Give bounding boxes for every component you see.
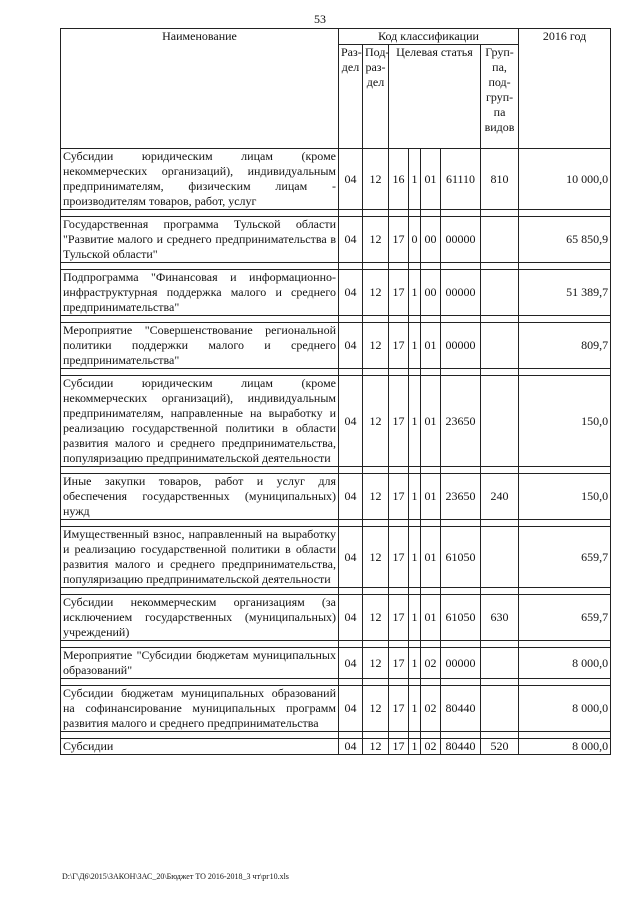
spacer-cell — [409, 210, 421, 217]
section-code: 04 — [339, 686, 363, 732]
section-code: 04 — [339, 376, 363, 467]
subsection-code: 12 — [363, 686, 389, 732]
amount-2016: 8 000,0 — [519, 648, 611, 679]
section-code: 04 — [339, 474, 363, 520]
row-spacer — [61, 369, 611, 376]
spacer-cell — [389, 732, 409, 739]
amount-2016: 8 000,0 — [519, 739, 611, 755]
spacer-cell — [409, 732, 421, 739]
spacer-cell — [441, 316, 481, 323]
program-code: 17 — [389, 376, 409, 467]
spacer-cell — [61, 679, 339, 686]
spacer-cell — [61, 369, 339, 376]
spacer-cell — [421, 263, 441, 270]
spacer-cell — [421, 732, 441, 739]
direction-code: 61050 — [441, 595, 481, 641]
program-code: 17 — [389, 686, 409, 732]
spacer-cell — [363, 369, 389, 376]
row-spacer — [61, 263, 611, 270]
item-name: Имущественный взнос, направленный на выработку и реализацию государственной политики в области развития малого и среднего предпринимательства, популяризацию предпринимательской деятельности — [61, 527, 339, 588]
spacer-cell — [339, 316, 363, 323]
spacer-cell — [61, 263, 339, 270]
subsection-code: 12 — [363, 149, 389, 210]
spacer-cell — [409, 467, 421, 474]
header-name: Наименование — [61, 29, 339, 149]
spacer-cell — [61, 732, 339, 739]
spacer-cell — [519, 210, 611, 217]
spacer-cell — [409, 316, 421, 323]
expense-type-code — [481, 376, 519, 467]
spacer-cell — [409, 641, 421, 648]
spacer-cell — [421, 641, 441, 648]
spacer-cell — [519, 588, 611, 595]
direction-code: 00000 — [441, 217, 481, 263]
amount-2016: 659,7 — [519, 527, 611, 588]
spacer-cell — [441, 520, 481, 527]
spacer-cell — [519, 732, 611, 739]
spacer-cell — [481, 732, 519, 739]
program-code: 17 — [389, 648, 409, 679]
expense-type-code — [481, 270, 519, 316]
spacer-cell — [339, 520, 363, 527]
subsection-code: 12 — [363, 739, 389, 755]
direction-code: 61050 — [441, 527, 481, 588]
direction-code: 23650 — [441, 474, 481, 520]
spacer-cell — [421, 369, 441, 376]
expense-type-code — [481, 648, 519, 679]
spacer-cell — [389, 210, 409, 217]
table-row — [61, 474, 611, 520]
item-name: Подпрограмма "Финансовая и информационно-инфраструктурная поддержка малого и среднего предпринимательства" — [61, 270, 339, 316]
spacer-cell — [421, 588, 441, 595]
program-code: 17 — [389, 595, 409, 641]
spacer-cell — [441, 588, 481, 595]
row-spacer — [61, 679, 611, 686]
direction-code: 00000 — [441, 270, 481, 316]
spacer-cell — [389, 520, 409, 527]
spacer-cell — [389, 316, 409, 323]
header-subsection: Под-раз-дел — [363, 45, 389, 149]
direction-code: 80440 — [441, 686, 481, 732]
direction-code: 61110 — [441, 149, 481, 210]
page-number: 53 — [314, 12, 326, 26]
spacer-cell — [61, 316, 339, 323]
item-name: Субсидии некоммерческим организациям (за исключением государственных (муниципальных) учреждений) — [61, 595, 339, 641]
spacer-cell — [441, 263, 481, 270]
header-section: Раз-дел — [339, 45, 363, 149]
spacer-cell — [421, 520, 441, 527]
spacer-cell — [363, 520, 389, 527]
table-body — [61, 149, 611, 755]
spacer-cell — [481, 679, 519, 686]
program-code: 17 — [389, 527, 409, 588]
row-spacer — [61, 520, 611, 527]
expense-type-code: 630 — [481, 595, 519, 641]
program-code: 17 — [389, 270, 409, 316]
table-row — [61, 270, 611, 316]
program-code: 16 — [389, 149, 409, 210]
spacer-cell — [409, 588, 421, 595]
file-path-footer: D:\Г\Д6\2015\ЗАКОН\ЗАС_20\Бюджет ТО 2016-2018_3 чт\рг10.xls — [62, 872, 289, 881]
spacer-cell — [339, 588, 363, 595]
spacer-cell — [519, 467, 611, 474]
measure-code: 00 — [421, 270, 441, 316]
spacer-cell — [441, 467, 481, 474]
table-row — [61, 217, 611, 263]
header-year: 2016 год — [519, 29, 611, 149]
section-code: 04 — [339, 149, 363, 210]
spacer-cell — [389, 641, 409, 648]
subprogram-code: 1 — [409, 149, 421, 210]
table-row — [61, 595, 611, 641]
spacer-cell — [409, 369, 421, 376]
subsection-code: 12 — [363, 217, 389, 263]
section-code: 04 — [339, 648, 363, 679]
budget-table — [60, 28, 611, 755]
item-name: Мероприятие "Субсидии бюджетам муниципальных образований" — [61, 648, 339, 679]
amount-2016: 659,7 — [519, 595, 611, 641]
spacer-cell — [481, 641, 519, 648]
expense-type-code — [481, 217, 519, 263]
direction-code: 00000 — [441, 648, 481, 679]
subsection-code: 12 — [363, 648, 389, 679]
subprogram-code: 1 — [409, 474, 421, 520]
spacer-cell — [61, 588, 339, 595]
amount-2016: 8 000,0 — [519, 686, 611, 732]
spacer-cell — [481, 588, 519, 595]
spacer-cell — [409, 263, 421, 270]
spacer-cell — [519, 641, 611, 648]
amount-2016: 10 000,0 — [519, 149, 611, 210]
spacer-cell — [339, 679, 363, 686]
item-name: Субсидии бюджетам муниципальных образований на софинансирование муниципальных программ развития малого и среднего предпринимательства — [61, 686, 339, 732]
amount-2016: 150,0 — [519, 474, 611, 520]
section-code: 04 — [339, 739, 363, 755]
header-classification: Код классификации — [339, 29, 519, 45]
expense-type-code — [481, 323, 519, 369]
spacer-cell — [389, 679, 409, 686]
amount-2016: 150,0 — [519, 376, 611, 467]
spacer-cell — [519, 679, 611, 686]
measure-code: 02 — [421, 686, 441, 732]
spacer-cell — [61, 467, 339, 474]
table-row — [61, 149, 611, 210]
row-spacer — [61, 210, 611, 217]
table-row — [61, 739, 611, 755]
spacer-cell — [481, 369, 519, 376]
subprogram-code: 1 — [409, 527, 421, 588]
item-name: Субсидии юридическим лицам (кроме некоммерческих организаций), индивидуальным предпринимателям, физическим лицам - производителям товаров, работ, услуг — [61, 149, 339, 210]
spacer-cell — [519, 520, 611, 527]
header-target-article: Целевая статья — [389, 45, 481, 149]
row-spacer — [61, 467, 611, 474]
subprogram-code: 1 — [409, 270, 421, 316]
subprogram-code: 1 — [409, 323, 421, 369]
spacer-cell — [389, 588, 409, 595]
spacer-cell — [441, 210, 481, 217]
subprogram-code: 1 — [409, 595, 421, 641]
spacer-cell — [519, 369, 611, 376]
table-row — [61, 323, 611, 369]
spacer-cell — [481, 316, 519, 323]
measure-code: 02 — [421, 648, 441, 679]
spacer-cell — [363, 210, 389, 217]
subsection-code: 12 — [363, 595, 389, 641]
direction-code: 80440 — [441, 739, 481, 755]
table-row — [61, 527, 611, 588]
spacer-cell — [339, 732, 363, 739]
expense-type-code: 810 — [481, 149, 519, 210]
measure-code: 01 — [421, 149, 441, 210]
spacer-cell — [339, 467, 363, 474]
program-code: 17 — [389, 217, 409, 263]
subprogram-code: 1 — [409, 739, 421, 755]
row-spacer — [61, 316, 611, 323]
spacer-cell — [441, 679, 481, 686]
measure-code: 01 — [421, 527, 441, 588]
spacer-cell — [421, 210, 441, 217]
section-code: 04 — [339, 595, 363, 641]
expense-type-code — [481, 686, 519, 732]
section-code: 04 — [339, 217, 363, 263]
measure-code: 01 — [421, 474, 441, 520]
spacer-cell — [363, 641, 389, 648]
spacer-cell — [481, 520, 519, 527]
spacer-cell — [363, 732, 389, 739]
spacer-cell — [409, 679, 421, 686]
spacer-cell — [363, 263, 389, 270]
spacer-cell — [481, 210, 519, 217]
spacer-cell — [339, 369, 363, 376]
spacer-cell — [363, 588, 389, 595]
spacer-cell — [441, 641, 481, 648]
measure-code: 01 — [421, 323, 441, 369]
program-code: 17 — [389, 739, 409, 755]
program-code: 17 — [389, 323, 409, 369]
section-code: 04 — [339, 270, 363, 316]
spacer-cell — [481, 263, 519, 270]
item-name: Иные закупки товаров, работ и услуг для обеспечения государственных (муниципальных) нужд — [61, 474, 339, 520]
measure-code: 01 — [421, 595, 441, 641]
spacer-cell — [339, 641, 363, 648]
expense-type-code — [481, 527, 519, 588]
spacer-cell — [339, 210, 363, 217]
row-spacer — [61, 732, 611, 739]
row-spacer — [61, 641, 611, 648]
subprogram-code: 0 — [409, 217, 421, 263]
row-spacer — [61, 588, 611, 595]
subprogram-code: 1 — [409, 648, 421, 679]
measure-code: 00 — [421, 217, 441, 263]
measure-code: 02 — [421, 739, 441, 755]
spacer-cell — [421, 316, 441, 323]
subsection-code: 12 — [363, 474, 389, 520]
table-row — [61, 686, 611, 732]
spacer-cell — [481, 467, 519, 474]
expense-type-code: 240 — [481, 474, 519, 520]
subsection-code: 12 — [363, 323, 389, 369]
spacer-cell — [363, 316, 389, 323]
section-code: 04 — [339, 323, 363, 369]
subprogram-code: 1 — [409, 686, 421, 732]
subsection-code: 12 — [363, 527, 389, 588]
table-row — [61, 376, 611, 467]
spacer-cell — [441, 732, 481, 739]
amount-2016: 809,7 — [519, 323, 611, 369]
spacer-cell — [441, 369, 481, 376]
spacer-cell — [339, 263, 363, 270]
spacer-cell — [363, 467, 389, 474]
spacer-cell — [421, 467, 441, 474]
header-expense-group: Груп-па, под-груп-па видов — [481, 45, 519, 149]
expense-type-code: 520 — [481, 739, 519, 755]
section-code: 04 — [339, 527, 363, 588]
spacer-cell — [519, 316, 611, 323]
direction-code: 23650 — [441, 376, 481, 467]
subsection-code: 12 — [363, 376, 389, 467]
spacer-cell — [363, 679, 389, 686]
subsection-code: 12 — [363, 270, 389, 316]
amount-2016: 65 850,9 — [519, 217, 611, 263]
program-code: 17 — [389, 474, 409, 520]
item-name: Субсидии — [61, 739, 339, 755]
spacer-cell — [61, 641, 339, 648]
amount-2016: 51 389,7 — [519, 270, 611, 316]
subprogram-code: 1 — [409, 376, 421, 467]
spacer-cell — [61, 520, 339, 527]
item-name: Субсидии юридическим лицам (кроме некоммерческих организаций), индивидуальным предпринимателям, направленные на выработку и реализацию государственной политики в области развития малого и среднего предпринимательства, популяризацию предпринимательской деятельности — [61, 376, 339, 467]
spacer-cell — [421, 679, 441, 686]
table-row — [61, 648, 611, 679]
measure-code: 01 — [421, 376, 441, 467]
spacer-cell — [409, 520, 421, 527]
item-name: Мероприятие "Совершенствование региональной политики поддержки малого и среднего предпринимательства" — [61, 323, 339, 369]
spacer-cell — [389, 263, 409, 270]
spacer-cell — [389, 369, 409, 376]
spacer-cell — [389, 467, 409, 474]
spacer-cell — [519, 263, 611, 270]
item-name: Государственная программа Тульской области "Развитие малого и среднего предпринимательства в Тульской области" — [61, 217, 339, 263]
direction-code: 00000 — [441, 323, 481, 369]
spacer-cell — [61, 210, 339, 217]
